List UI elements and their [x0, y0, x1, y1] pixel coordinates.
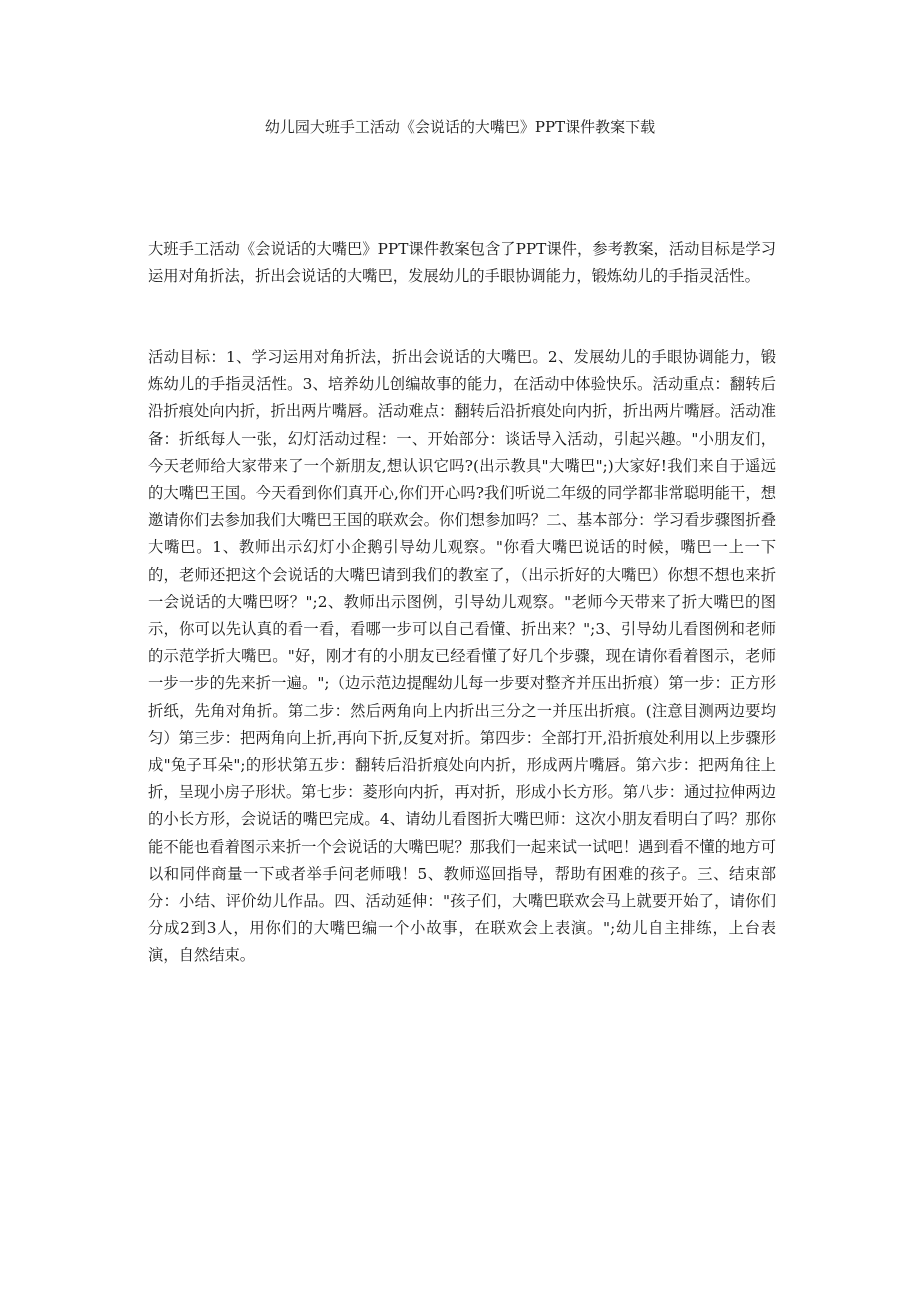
intro-paragraph: 大班手工活动《会说话的大嘴巴》PPT课件教案包含了PPT课件，参考教案，活动目标是学习运用对角折法，折出会说话的大嘴巴，发展幼儿的手眼协调能力，锻炼幼儿的手指灵活性。	[148, 240, 776, 286]
body-paragraph: 活动目标：1、学习运用对角折法，折出会说话的大嘴巴。2、发展幼儿的手眼协调能力，锻炼幼儿的手指灵活性。3、培养幼儿创编故事的能力，在活动中体验快乐。活动重点：翻转后沿折痕处向内折，折出两片嘴唇。活动难点：翻转后沿折痕处向内折，折出两片嘴唇。活动准备：折纸每人一张，幻灯活动过程：一、开始部分：谈话导入活动，引起兴趣。"小朋友们，今天老师给大家带来了一个新朋友,想认识它吗?(出示教具"大嘴巴";)大家好!我们来自于遥远的大嘴巴王国。今天看到你们真开心,你们开心吗?我们听说二年级的同学都非常聪明能干，想邀请你们去参加我们大嘴巴王国的联欢会。你们想参加吗？二、基本部分：学习看步骤图折叠大嘴巴。1、教师出示幻灯小企鹅引导幼儿观察。"你看大嘴巴说话的时候，嘴巴一上一下的，老师还把这个会说话的大嘴巴请到我们的教室了，（出示折好的大嘴巴）你想不想也来折一会说话的大嘴巴呀？";2、教师出示图例，引导幼儿观察。"老师今天带来了折大嘴巴的图示，你可以先认真的看一看，看哪一步可以自己看懂、折出来？";3、引导幼儿看图例和老师的示范学折大嘴巴。"好，刚才有的小朋友已经看懂了好几个步骤，现在请你看着图示，老师一步一步的先来折一遍。";（边示范边提醒幼儿每一步要对整齐并压出折痕）第一步：正方形折纸，先角对角折。第二步：然后两角向上内折出三分之一并压出折痕。(注意目测两边要均匀）第三步：把两角向上折,再向下折,反复对折。第四步：全部打开,沿折痕处利用以上步骤形成"兔子耳朵";的形状第五步：翻转后沿折痕处向内折，形成两片嘴唇。第六步：把两角往上折，呈现小房子形状。第七步：菱形向内折，再对折，形成小长方形。第八步：通过拉伸两边的小长方形，会说话的嘴巴完成。4、请幼儿看图折大嘴巴师：这次小朋友看明白了吗？那你能不能也看着图示来折一个会说话的大嘴巴呢？那我们一起来试一试吧！遇到看不懂的地方可以和同伴商量一下或者举手问老师哦！5、教师巡回指导，帮助有困难的孩子。三、结束部分：小结、评价幼儿作品。四、活动延伸："孩子们，大嘴巴联欢会马上就要开始了，请你们分成2到3人，用你们的大嘴巴编一个小故事，在联欢会上表演。";幼儿自主排练，上台表演，自然结束。	[148, 348, 776, 965]
document-title: 幼儿园大班手工活动《会说话的大嘴巴》PPT课件教案下载	[264, 118, 656, 136]
